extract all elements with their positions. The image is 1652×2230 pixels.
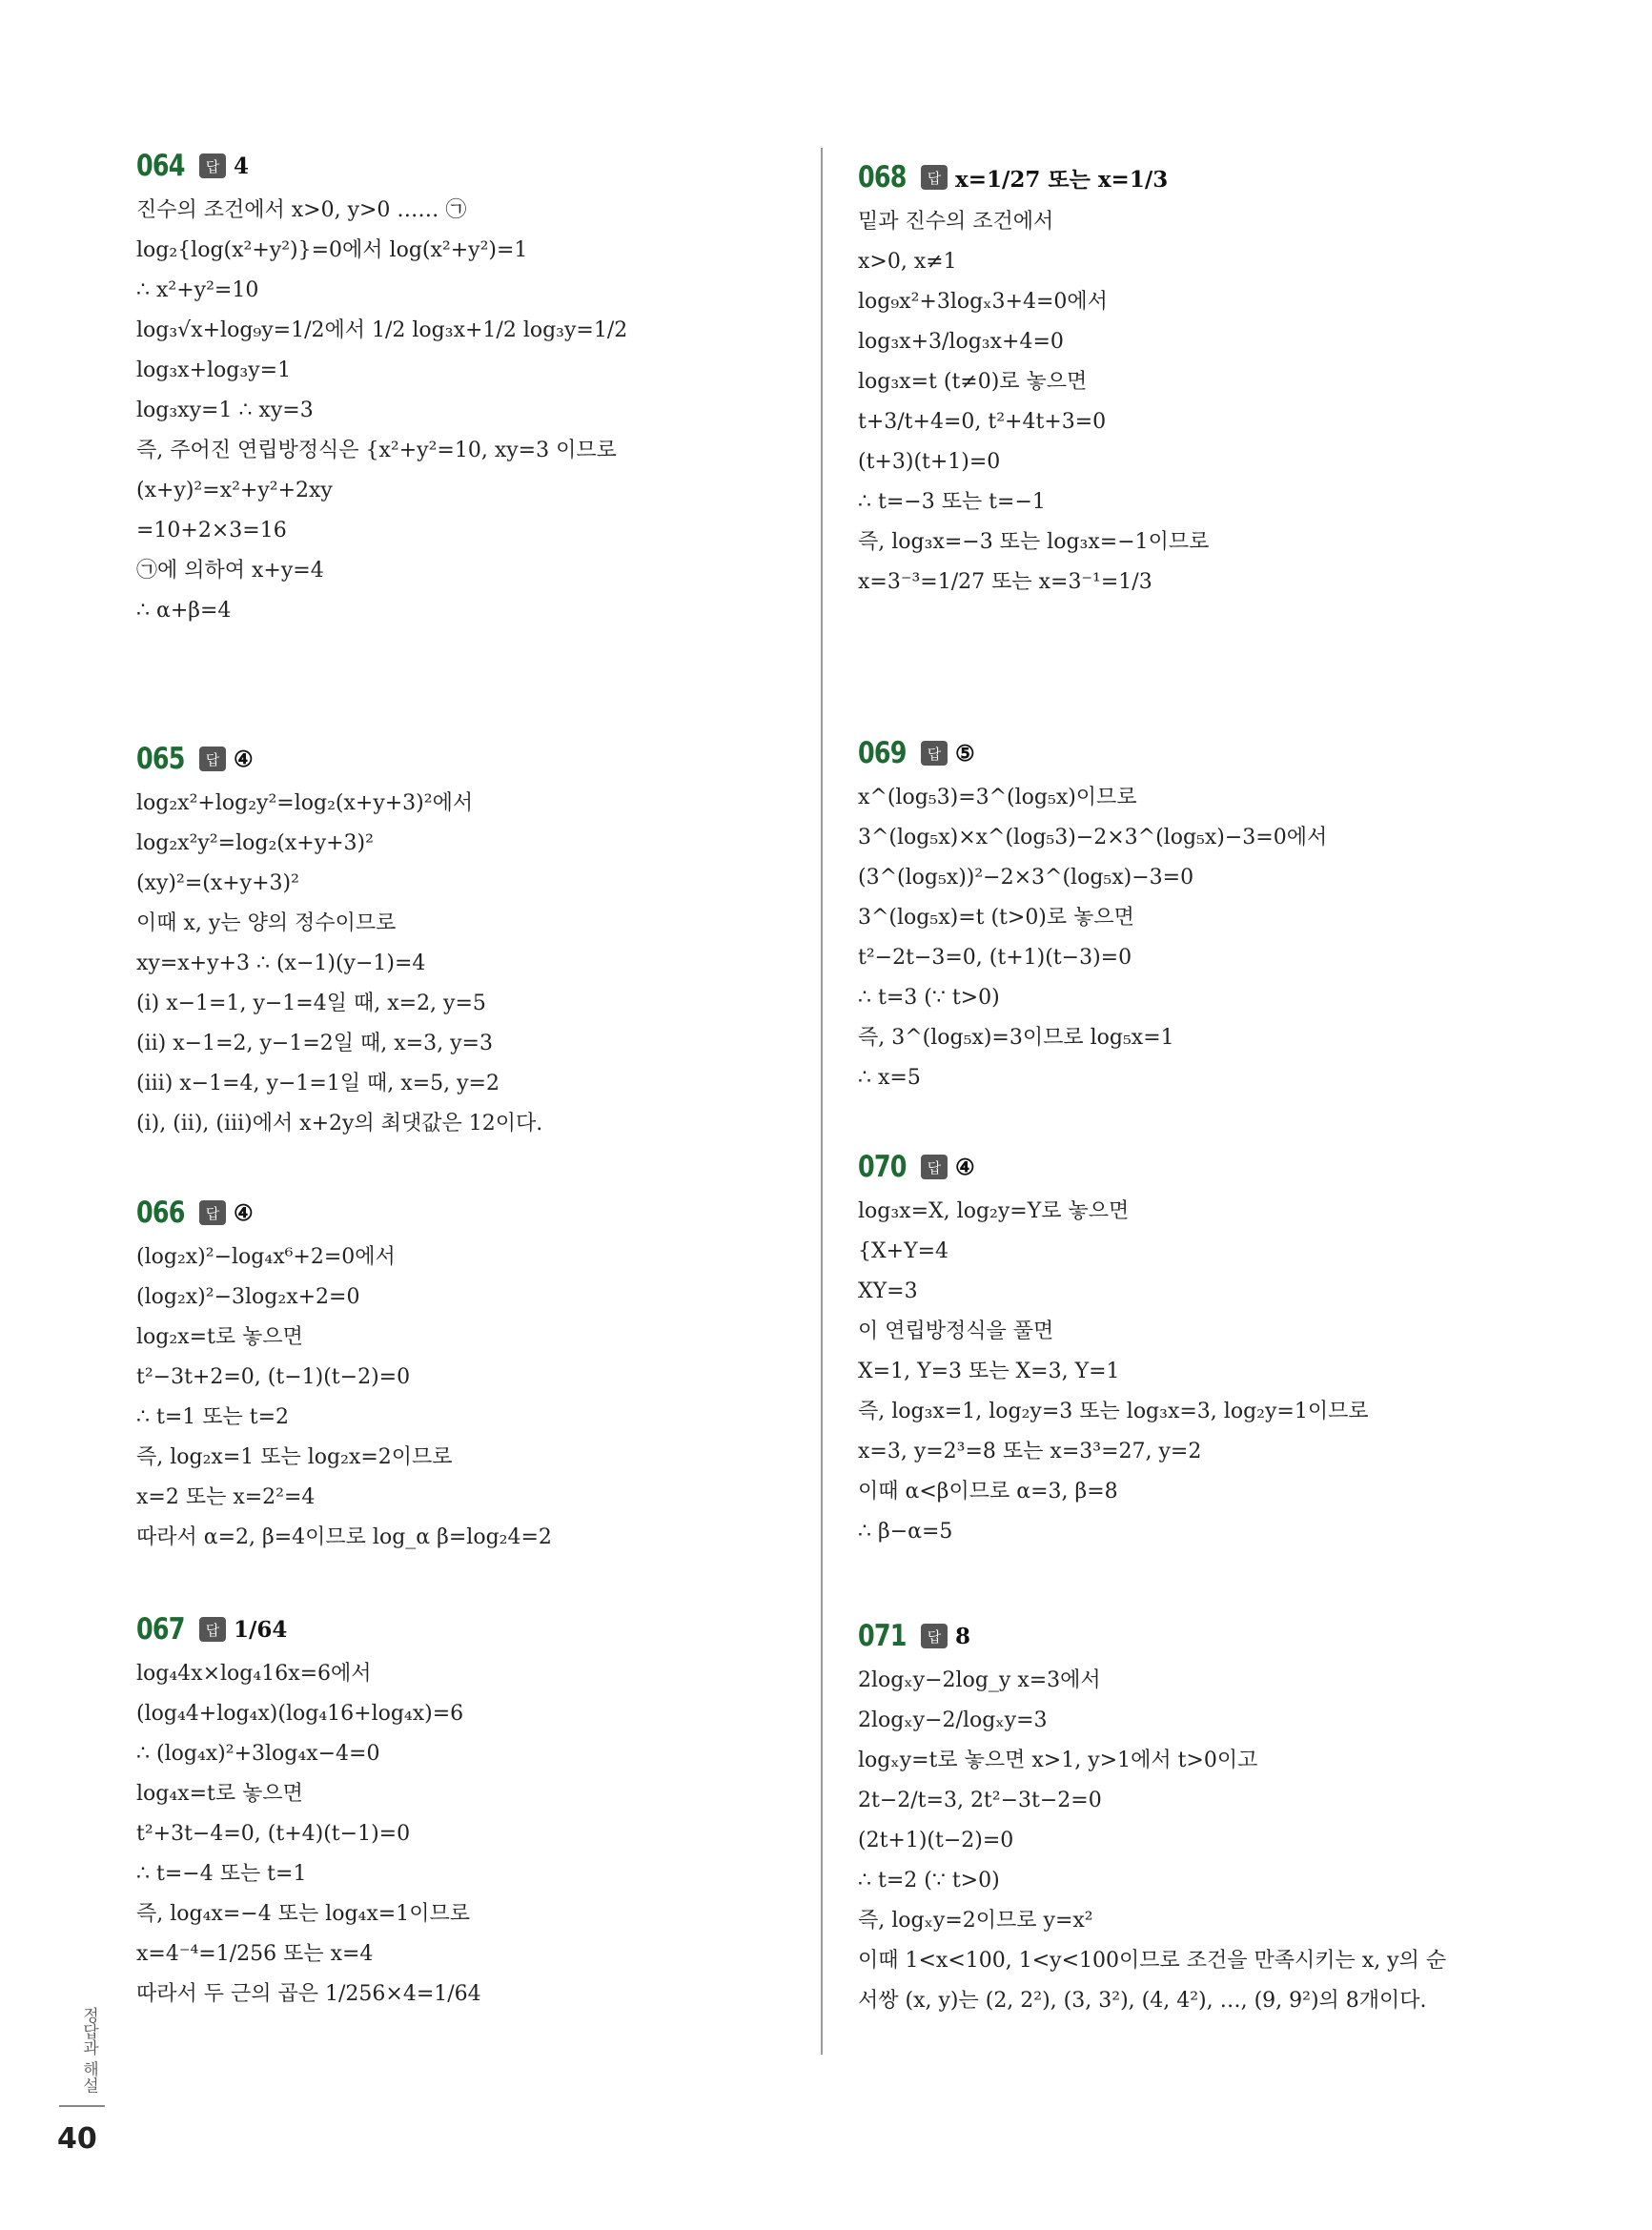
solution-line: 즉, logₓy=2이므로 y=x² bbox=[858, 1909, 1093, 1933]
answer-value: 8 bbox=[955, 1623, 971, 1649]
solution-line: log₂{log(x²+y²)}=0에서 log(x²+y²)=1 bbox=[136, 238, 528, 262]
solution-line: log₉x²+3logₓ3+4=0에서 bbox=[858, 290, 1108, 314]
solution-line: 즉, log₂x=1 또는 log₂x=2이므로 bbox=[136, 1445, 453, 1469]
problem-number: 069 bbox=[858, 736, 907, 770]
solution-line: (x+y)²=x²+y²+2xy bbox=[136, 479, 333, 502]
solution-line: ∴ t=1 또는 t=2 bbox=[136, 1405, 290, 1429]
problem-067 bbox=[136, 1606, 842, 2015]
solution-lines bbox=[858, 202, 1563, 603]
solution-line: (3^(log₅x))²−2×3^(log₅x)−3=0 bbox=[858, 866, 1194, 890]
problem-header bbox=[858, 1144, 1563, 1190]
solution-line: x^(log₅3)=3^(log₅x)이므로 bbox=[858, 786, 1137, 809]
solution-line: log₂x=t로 놓으면 bbox=[136, 1325, 303, 1349]
solution-line: log₄4x×log₄16x=6에서 bbox=[136, 1662, 372, 1686]
solution-line: (ⅲ) x−1=4, y−1=1일 때, x=5, y=2 bbox=[136, 1072, 500, 1095]
answer-badge: 답 bbox=[921, 165, 948, 190]
answer-badge: 답 bbox=[199, 1617, 226, 1642]
solution-line: 이때 x, y는 양의 정수이므로 bbox=[136, 911, 397, 935]
solution-lines bbox=[858, 778, 1563, 1098]
solution-line: log₃xy=1 ∴ xy=3 bbox=[136, 399, 314, 422]
solution-line: 2logₓy−2/logₓy=3 bbox=[858, 1708, 1048, 1732]
solution-line: 2logₓy−2log_y x=3에서 bbox=[858, 1668, 1101, 1692]
solution-line: x=3⁻³=1/27 또는 x=3⁻¹=1/3 bbox=[858, 570, 1152, 594]
problem-064 bbox=[136, 143, 842, 631]
solution-line: 즉, log₄x=−4 또는 log₄x=1이므로 bbox=[136, 1902, 470, 1926]
solution-line: x=3, y=2³=8 또는 x=3³=27, y=2 bbox=[858, 1440, 1202, 1463]
solution-line: 3^(log₅x)=t (t>0)로 놓으면 bbox=[858, 906, 1134, 930]
problem-header bbox=[136, 1606, 842, 1652]
solution-line: xy=x+y+3 ∴ (x−1)(y−1)=4 bbox=[136, 951, 426, 975]
solution-line: x=2 또는 x=2²=4 bbox=[136, 1485, 316, 1509]
problem-070 bbox=[858, 1144, 1563, 1552]
answer-value: 1/64 bbox=[234, 1616, 288, 1643]
solution-line: log₂x²y²=log₂(x+y+3)² bbox=[136, 831, 374, 855]
problem-066 bbox=[136, 1190, 842, 1558]
solution-line: (xy)²=(x+y+3)² bbox=[136, 871, 299, 895]
solution-line: ∴ t=−4 또는 t=1 bbox=[136, 1862, 307, 1886]
problem-065 bbox=[136, 736, 842, 1144]
solution-lines bbox=[136, 191, 842, 631]
problem-header bbox=[858, 1613, 1563, 1659]
problem-number: 071 bbox=[858, 1619, 907, 1653]
solution-line: log₄x=t로 놓으면 bbox=[136, 1782, 303, 1806]
solution-line: 이때 1<x<100, 1<y<100이므로 조건을 만족시키는 x, y의 순 bbox=[858, 1949, 1447, 1973]
section-label: 정답과 해설 bbox=[79, 2007, 98, 2094]
solution-line: (log₂x)²−3log₂x+2=0 bbox=[136, 1285, 360, 1309]
solution-line: ∴ x=5 bbox=[858, 1066, 921, 1090]
solution-line: 2t−2/t=3, 2t²−3t−2=0 bbox=[858, 1789, 1102, 1812]
solution-line: 밑과 진수의 조건에서 bbox=[858, 210, 1054, 234]
solution-line: logₓy=t로 놓으면 x>1, y>1에서 t>0이고 bbox=[858, 1749, 1258, 1772]
solution-line: X=1, Y=3 또는 X=3, Y=1 bbox=[858, 1360, 1120, 1383]
solution-line: XY=3 bbox=[858, 1279, 918, 1303]
solution-line: log₃x=t (t≠0)로 놓으면 bbox=[858, 370, 1088, 394]
solution-line: (ⅰ), (ⅱ), (ⅲ)에서 x+2y의 최댓값은 12이다. bbox=[136, 1112, 543, 1135]
solution-line: ∴ x²+y²=10 bbox=[136, 278, 259, 302]
solution-line: ∴ t=−3 또는 t=−1 bbox=[858, 490, 1046, 514]
solution-line: (ⅰ) x−1=1, y−1=4일 때, x=2, y=5 bbox=[136, 992, 486, 1015]
solution-line: 3^(log₅x)×x^(log₅3)−2×3^(log₅x)−3=0에서 bbox=[858, 826, 1328, 849]
problem-header bbox=[858, 154, 1563, 200]
solution-line: (ⅱ) x−1=2, y−1=2일 때, x=3, y=3 bbox=[136, 1032, 493, 1055]
answer-badge: 답 bbox=[199, 1200, 226, 1225]
solution-line: 즉, 주어진 연립방정식은 {x²+y²=10, xy=3 이므로 bbox=[136, 439, 617, 462]
solution-line: log₂x²+log₂y²=log₂(x+y+3)²에서 bbox=[136, 791, 474, 815]
answer-badge: 답 bbox=[199, 747, 226, 771]
solution-line: t+3/t+4=0, t²+4t+3=0 bbox=[858, 410, 1107, 434]
solution-line: 이 연립방정식을 풀면 bbox=[858, 1320, 1054, 1343]
problem-number: 070 bbox=[858, 1150, 907, 1184]
solution-line: log₃x+log₃y=1 bbox=[136, 358, 292, 382]
page-number: 40 bbox=[57, 2122, 97, 2156]
footer-rule bbox=[59, 2105, 105, 2107]
solution-line: 이때 α<β이므로 α=3, β=8 bbox=[858, 1480, 1118, 1504]
solution-line: 따라서 두 근의 곱은 1/256×4=1/64 bbox=[136, 1982, 481, 2006]
solution-lines bbox=[136, 784, 842, 1144]
problem-number: 064 bbox=[136, 149, 185, 183]
problem-number: 068 bbox=[858, 160, 907, 194]
solution-line: x=4⁻⁴=1/256 또는 x=4 bbox=[136, 1942, 374, 1966]
problem-header bbox=[858, 730, 1563, 776]
problem-number: 067 bbox=[136, 1612, 185, 1647]
solution-line: log₃√x+log₉y=1/2에서 1/2 log₃x+1/2 log₃y=1/2 bbox=[136, 318, 628, 342]
solution-line: (log₄4+log₄x)(log₄16+log₄x)=6 bbox=[136, 1702, 464, 1726]
solution-line: 즉, log₃x=1, log₂y=3 또는 log₃x=3, log₂y=1이므로 bbox=[858, 1400, 1369, 1423]
solution-line: ∴ t=3 (∵ t>0) bbox=[858, 986, 1000, 1010]
problem-068 bbox=[858, 154, 1563, 603]
solution-line: ㉠에 의하여 x+y=4 bbox=[136, 559, 324, 583]
solution-line: ∴ α+β=4 bbox=[136, 599, 232, 623]
solution-lines bbox=[136, 1654, 842, 2015]
solution-lines bbox=[858, 1192, 1563, 1552]
answer-value: ⑤ bbox=[955, 740, 975, 767]
answer-value: ④ bbox=[234, 1199, 254, 1226]
solution-line: 즉, log₃x=−3 또는 log₃x=−1이므로 bbox=[858, 530, 1210, 554]
answer-badge: 답 bbox=[921, 1155, 948, 1179]
answer-badge: 답 bbox=[921, 1624, 948, 1648]
solution-line: (t+3)(t+1)=0 bbox=[858, 450, 1001, 474]
problem-071 bbox=[858, 1613, 1563, 2021]
solution-line: ∴ t=2 (∵ t>0) bbox=[858, 1869, 1000, 1892]
column-divider bbox=[821, 148, 823, 2055]
solution-line: =10+2×3=16 bbox=[136, 519, 287, 542]
answer-value: ④ bbox=[234, 746, 254, 772]
problem-header bbox=[136, 1190, 842, 1236]
solution-line: log₃x+3/log₃x+4=0 bbox=[858, 330, 1064, 354]
answer-badge: 답 bbox=[921, 741, 948, 766]
solution-line: t²+3t−4=0, (t+4)(t−1)=0 bbox=[136, 1822, 411, 1846]
solution-line: ∴ β−α=5 bbox=[858, 1520, 953, 1544]
solution-line: 진수의 조건에서 x>0, y>0 …… ㉠ bbox=[136, 198, 467, 222]
solution-line: 즉, 3^(log₅x)=3이므로 log₅x=1 bbox=[858, 1026, 1174, 1050]
solution-line: {X+Y=4 bbox=[858, 1239, 949, 1263]
answer-badge: 답 bbox=[199, 153, 226, 178]
solution-line: 서쌍 (x, y)는 (2, 2²), (3, 3²), (4, 4²), …, (9, 9²)의 8개이다. bbox=[858, 1989, 1427, 2013]
solution-line: (2t+1)(t−2)=0 bbox=[858, 1829, 1014, 1852]
answer-value: ④ bbox=[955, 1154, 975, 1180]
problem-header bbox=[136, 143, 842, 189]
solution-line: x>0, x≠1 bbox=[858, 250, 957, 274]
solution-line: t²−3t+2=0, (t−1)(t−2)=0 bbox=[136, 1365, 411, 1389]
solution-line: 따라서 α=2, β=4이므로 log_α β=log₂4=2 bbox=[136, 1525, 552, 1549]
problem-header bbox=[136, 736, 842, 782]
solution-line: (log₂x)²−log₄x⁶+2=0에서 bbox=[136, 1245, 396, 1269]
solution-line: ∴ (log₄x)²+3log₄x−4=0 bbox=[136, 1742, 380, 1766]
solution-lines bbox=[136, 1238, 842, 1558]
solution-line: t²−2t−3=0, (t+1)(t−3)=0 bbox=[858, 946, 1132, 970]
answer-value: 4 bbox=[234, 153, 250, 179]
solution-line: log₃x=X, log₂y=Y로 놓으면 bbox=[858, 1199, 1130, 1223]
problem-069 bbox=[858, 730, 1563, 1098]
solution-lines bbox=[858, 1661, 1563, 2021]
problem-number: 065 bbox=[136, 742, 185, 776]
answer-value: x=1/27 또는 x=1/3 bbox=[955, 166, 1169, 193]
problem-number: 066 bbox=[136, 1196, 185, 1230]
